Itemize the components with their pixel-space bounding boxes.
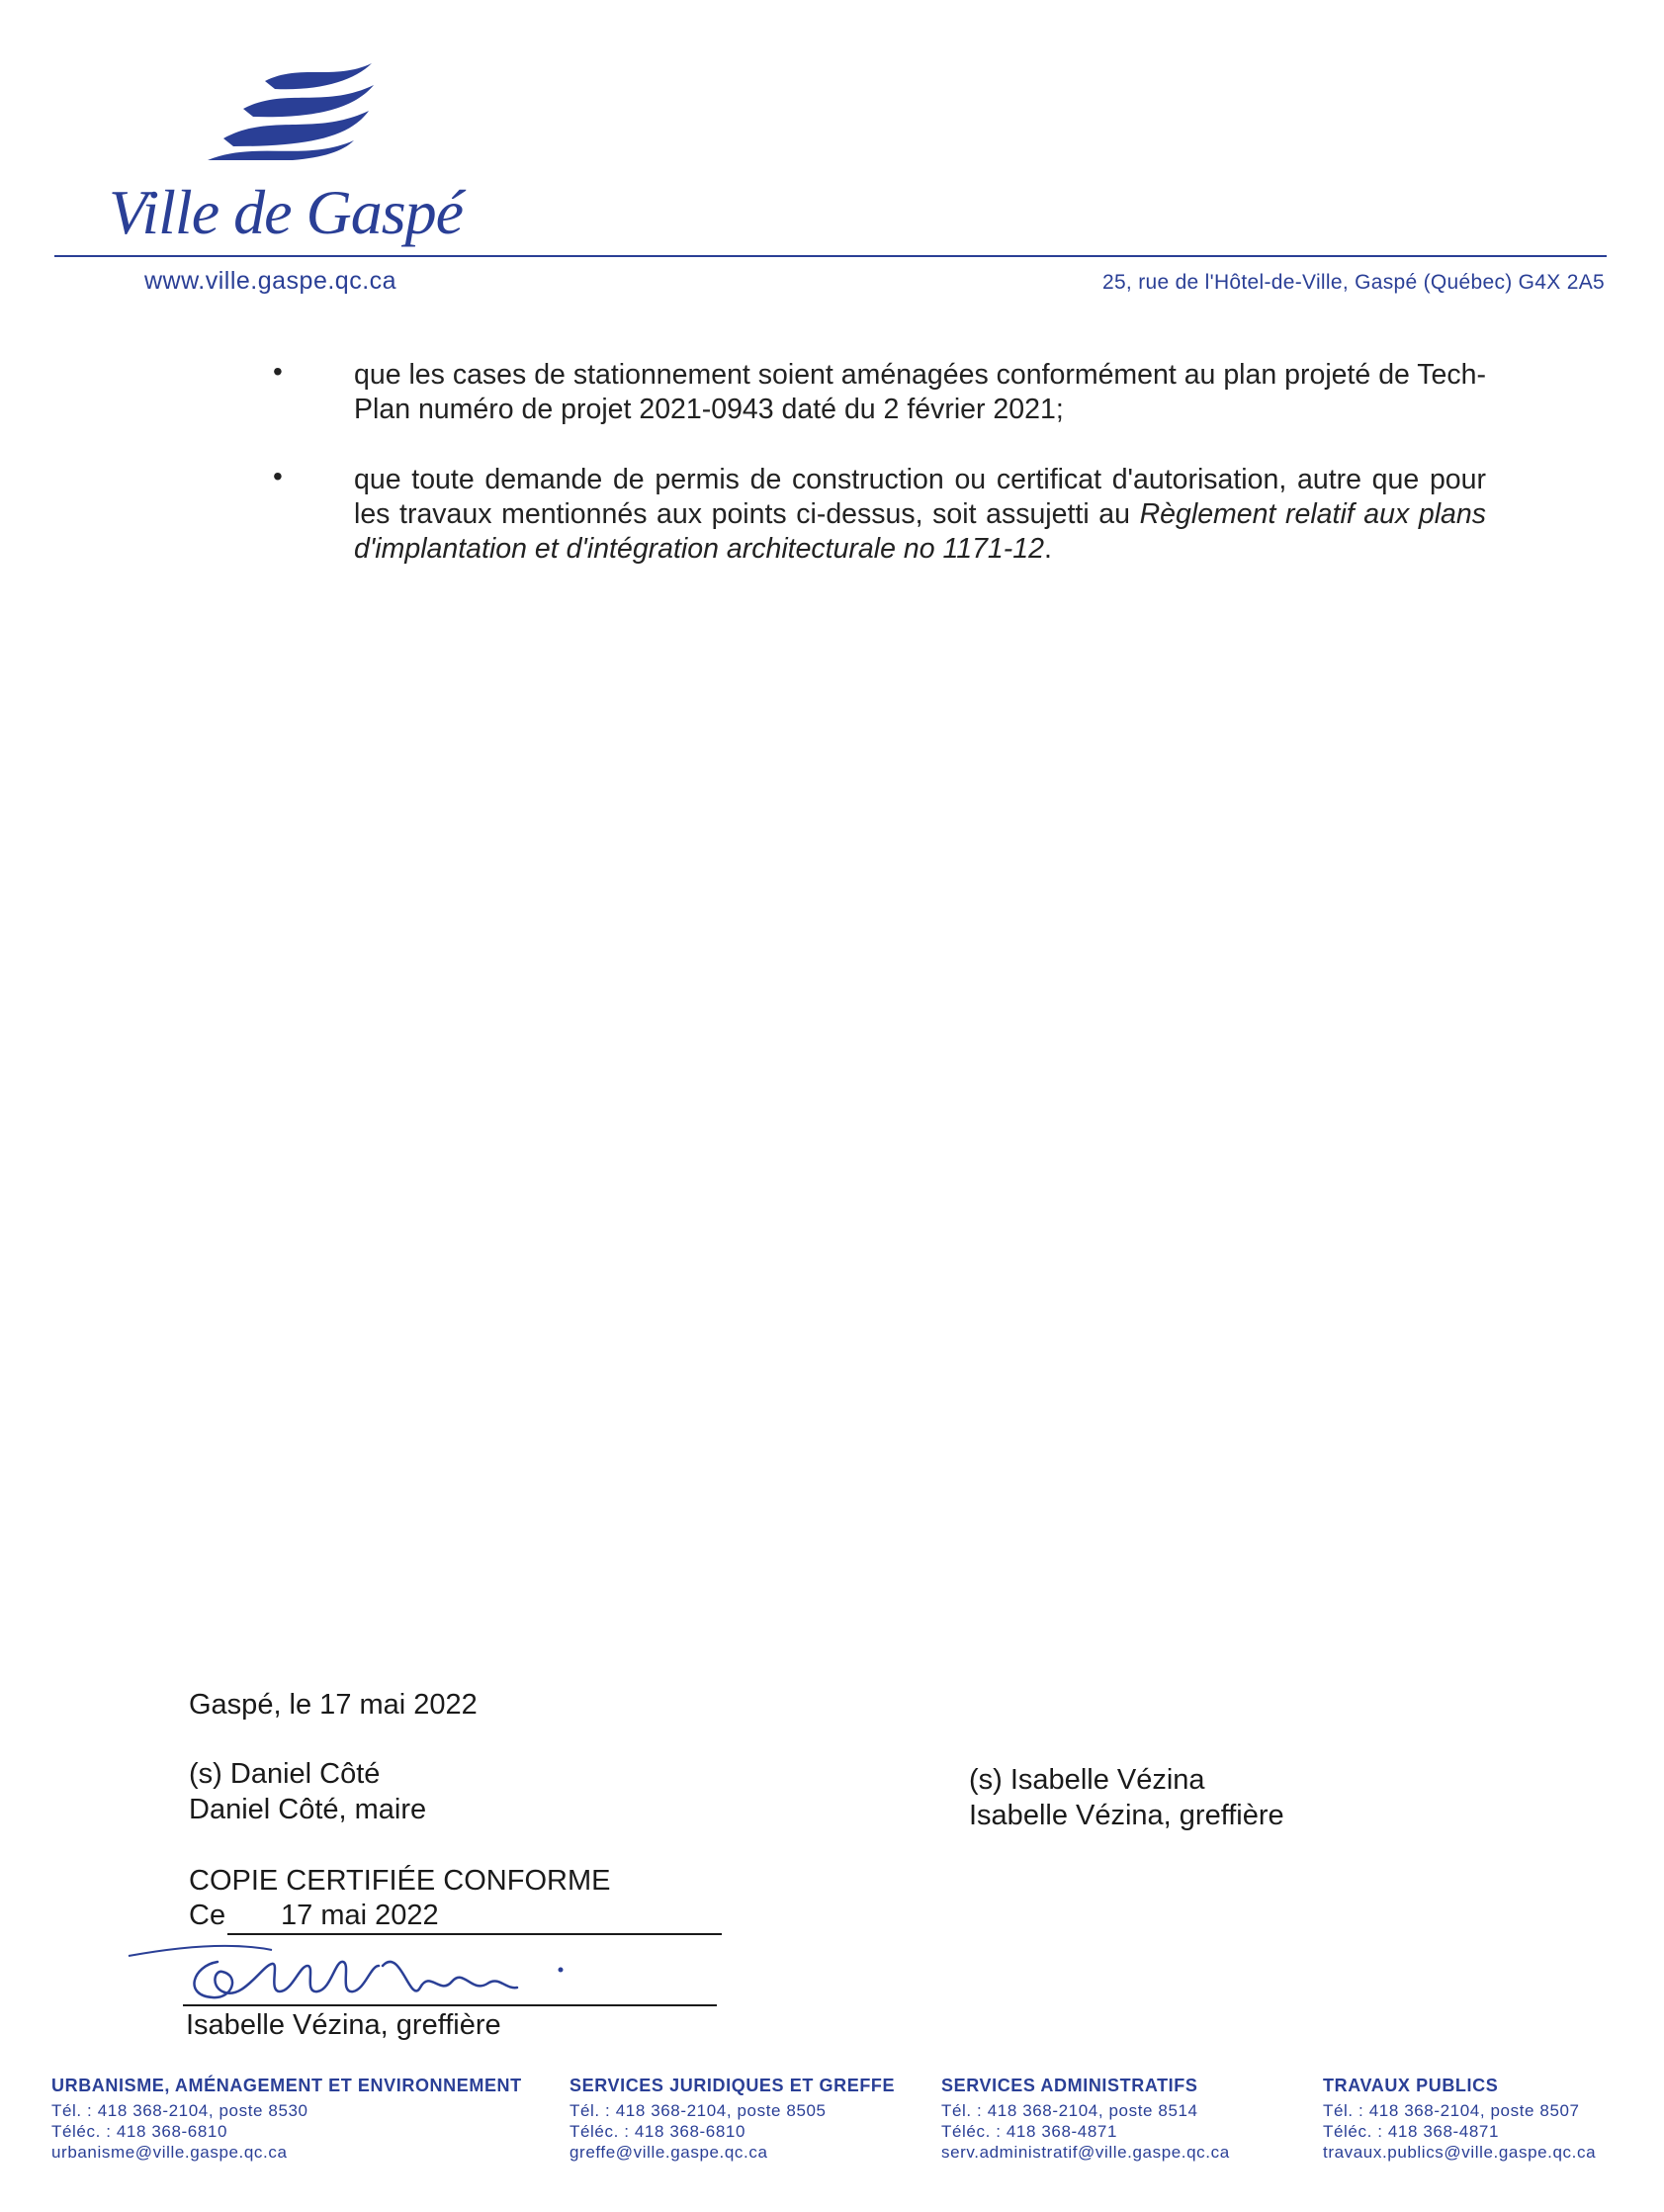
footer-email[interactable]: travaux.publics@ville.gaspe.qc.ca bbox=[1323, 2143, 1597, 2162]
mayor-name: Daniel Côté, maire bbox=[189, 1794, 427, 1825]
bullet-paragraph-parking: que les cases de stationnement soient aménagées conformément au plan projeté de Tech-Plan numéro de projet 2021-0943 daté du 2 février 2021; bbox=[354, 359, 1486, 425]
clerk-signed: (s) Isabelle Vézina bbox=[969, 1764, 1205, 1796]
clerk-name: Isabelle Vézina, greffière bbox=[969, 1800, 1284, 1831]
city-hall-address: 25, rue de l'Hôtel-de-Ville, Gaspé (Québec) G4X 2A5 bbox=[1101, 271, 1605, 294]
city-logo-waves-icon bbox=[206, 61, 379, 160]
header-divider bbox=[54, 255, 1607, 257]
certified-date-underline bbox=[227, 1933, 722, 1935]
footer-phone: Tél. : 418 368-2104, poste 8530 bbox=[51, 2101, 308, 2120]
footer-fax: Téléc. : 418 368-4871 bbox=[1323, 2122, 1499, 2141]
footer-phone: Tél. : 418 368-2104, poste 8505 bbox=[569, 2101, 827, 2120]
footer-phone: Tél. : 418 368-2104, poste 8514 bbox=[941, 2101, 1198, 2120]
footer-email[interactable]: serv.administratif@ville.gaspe.qc.ca bbox=[941, 2143, 1230, 2162]
date-line: Gaspé, le 17 mai 2022 bbox=[189, 1689, 478, 1721]
mayor-signed: (s) Daniel Côté bbox=[189, 1758, 381, 1790]
paragraph-text-end: . bbox=[1043, 533, 1052, 565]
certified-copy-title: COPIE CERTIFIÉE CONFORME bbox=[189, 1865, 611, 1897]
website-link[interactable]: www.ville.gaspe.qc.ca bbox=[144, 267, 397, 295]
footer-column-urbanisme bbox=[51, 2076, 522, 2163]
bullet-paragraph-permits bbox=[354, 463, 1486, 567]
footer-column-travaux bbox=[1323, 2076, 1596, 2163]
footer-fax: Téléc. : 418 368-4871 bbox=[941, 2122, 1117, 2141]
handwritten-signature-icon bbox=[124, 1936, 588, 2015]
certified-signer-name: Isabelle Vézina, greffière bbox=[186, 2009, 501, 2041]
footer-email[interactable]: urbanisme@ville.gaspe.qc.ca bbox=[51, 2143, 288, 2162]
footer-column-juridique bbox=[569, 2076, 895, 2163]
certified-date-value: 17 mai 2022 bbox=[281, 1900, 439, 1931]
footer-fax: Téléc. : 418 368-6810 bbox=[569, 2122, 745, 2141]
footer-dept-title: SERVICES ADMINISTRATIFS bbox=[941, 2076, 1198, 2095]
bullet-marker: • bbox=[273, 461, 283, 491]
brand-name: Ville de Gaspé bbox=[109, 177, 464, 247]
signature-line bbox=[183, 2004, 717, 2006]
footer-dept-title: TRAVAUX PUBLICS bbox=[1323, 2076, 1499, 2095]
footer-column-administratifs bbox=[941, 2076, 1230, 2163]
certified-date-label: Ce bbox=[189, 1900, 226, 1931]
paragraph-text: que toute demande de permis de construction ou certificat d'autorisation, autre que pour les travaux mentionnés aux points ci-dessus, soit assujetti au bbox=[354, 464, 1486, 530]
footer-phone: Tél. : 418 368-2104, poste 8507 bbox=[1323, 2101, 1580, 2120]
footer-dept-title: SERVICES JURIDIQUES ET GREFFE bbox=[569, 2076, 896, 2095]
footer-email[interactable]: greffe@ville.gaspe.qc.ca bbox=[569, 2143, 768, 2162]
regulation-title: Règlement relatif aux plans d'implantation et d'intégration architecturale no 1171-12 bbox=[354, 498, 1486, 565]
bullet-marker: • bbox=[273, 356, 283, 387]
footer-dept-title: URBANISME, AMÉNAGEMENT ET ENVIRONNEMENT bbox=[51, 2076, 522, 2095]
footer-fax: Téléc. : 418 368-6810 bbox=[51, 2122, 227, 2141]
